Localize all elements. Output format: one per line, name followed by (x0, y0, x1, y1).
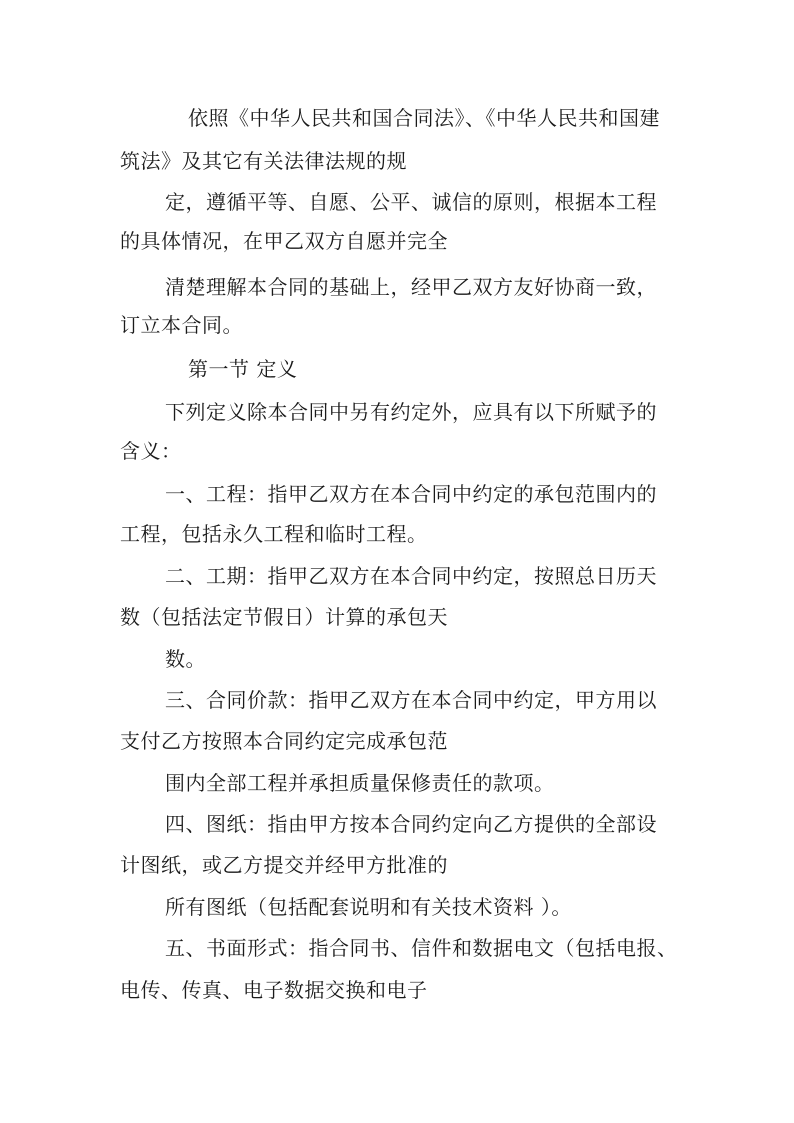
text-line: 五、书面形式：指合同书、信件和数据电文（包括电报、 (165, 936, 678, 960)
text-line: 数（包括法定节假日）计算的承包天 (120, 605, 448, 629)
text-line: 四、图纸：指由甲方按本合同约定向乙方提供的全部设 (165, 812, 657, 836)
text-line: 含义： (120, 439, 182, 463)
text-line: 筑法》及其它有关法律法规的规 (120, 149, 407, 173)
text-line: 围内全部工程并承担质量保修责任的款项。 (165, 771, 555, 795)
text-line: 支付乙方按照本合同约定完成承包范 (120, 729, 448, 753)
text-line: 工程，包括永久工程和临时工程。 (120, 522, 428, 546)
text-line: 二、工期：指甲乙双方在本合同中约定，按照总日历天 (165, 564, 657, 588)
text-line: 所有图纸（包括配套说明和有关技术资料 ）。 (165, 895, 572, 919)
text-line: 的具体情况，在甲乙双方自愿并完全 (120, 229, 448, 253)
text-line: 订立本合同。 (120, 313, 243, 337)
text-line: 清楚理解本合同的基础上，经甲乙双方友好协商一致， (165, 275, 657, 299)
text-line: 定，遵循平等、自愿、公平、诚信的原则，根据本工程 (165, 190, 657, 214)
text-line: 三、合同价款：指甲乙双方在本合同中约定，甲方用以 (165, 688, 657, 712)
text-line: 计图纸，或乙方提交并经甲方批准的 (120, 853, 448, 877)
text-line: 电传、传真、电子数据交换和电子 (120, 978, 428, 1002)
text-line: 一、工程：指甲乙双方在本合同中约定的承包范围内的 (165, 482, 657, 506)
section-heading: 第一节 定义 (188, 357, 298, 381)
text-line: 下列定义除本合同中另有约定外，应具有以下所赋予的 (165, 400, 657, 424)
text-line: 依照《中华人民共和国合同法》、《中华人民共和国建 (188, 106, 660, 130)
text-line: 数。 (165, 647, 206, 671)
